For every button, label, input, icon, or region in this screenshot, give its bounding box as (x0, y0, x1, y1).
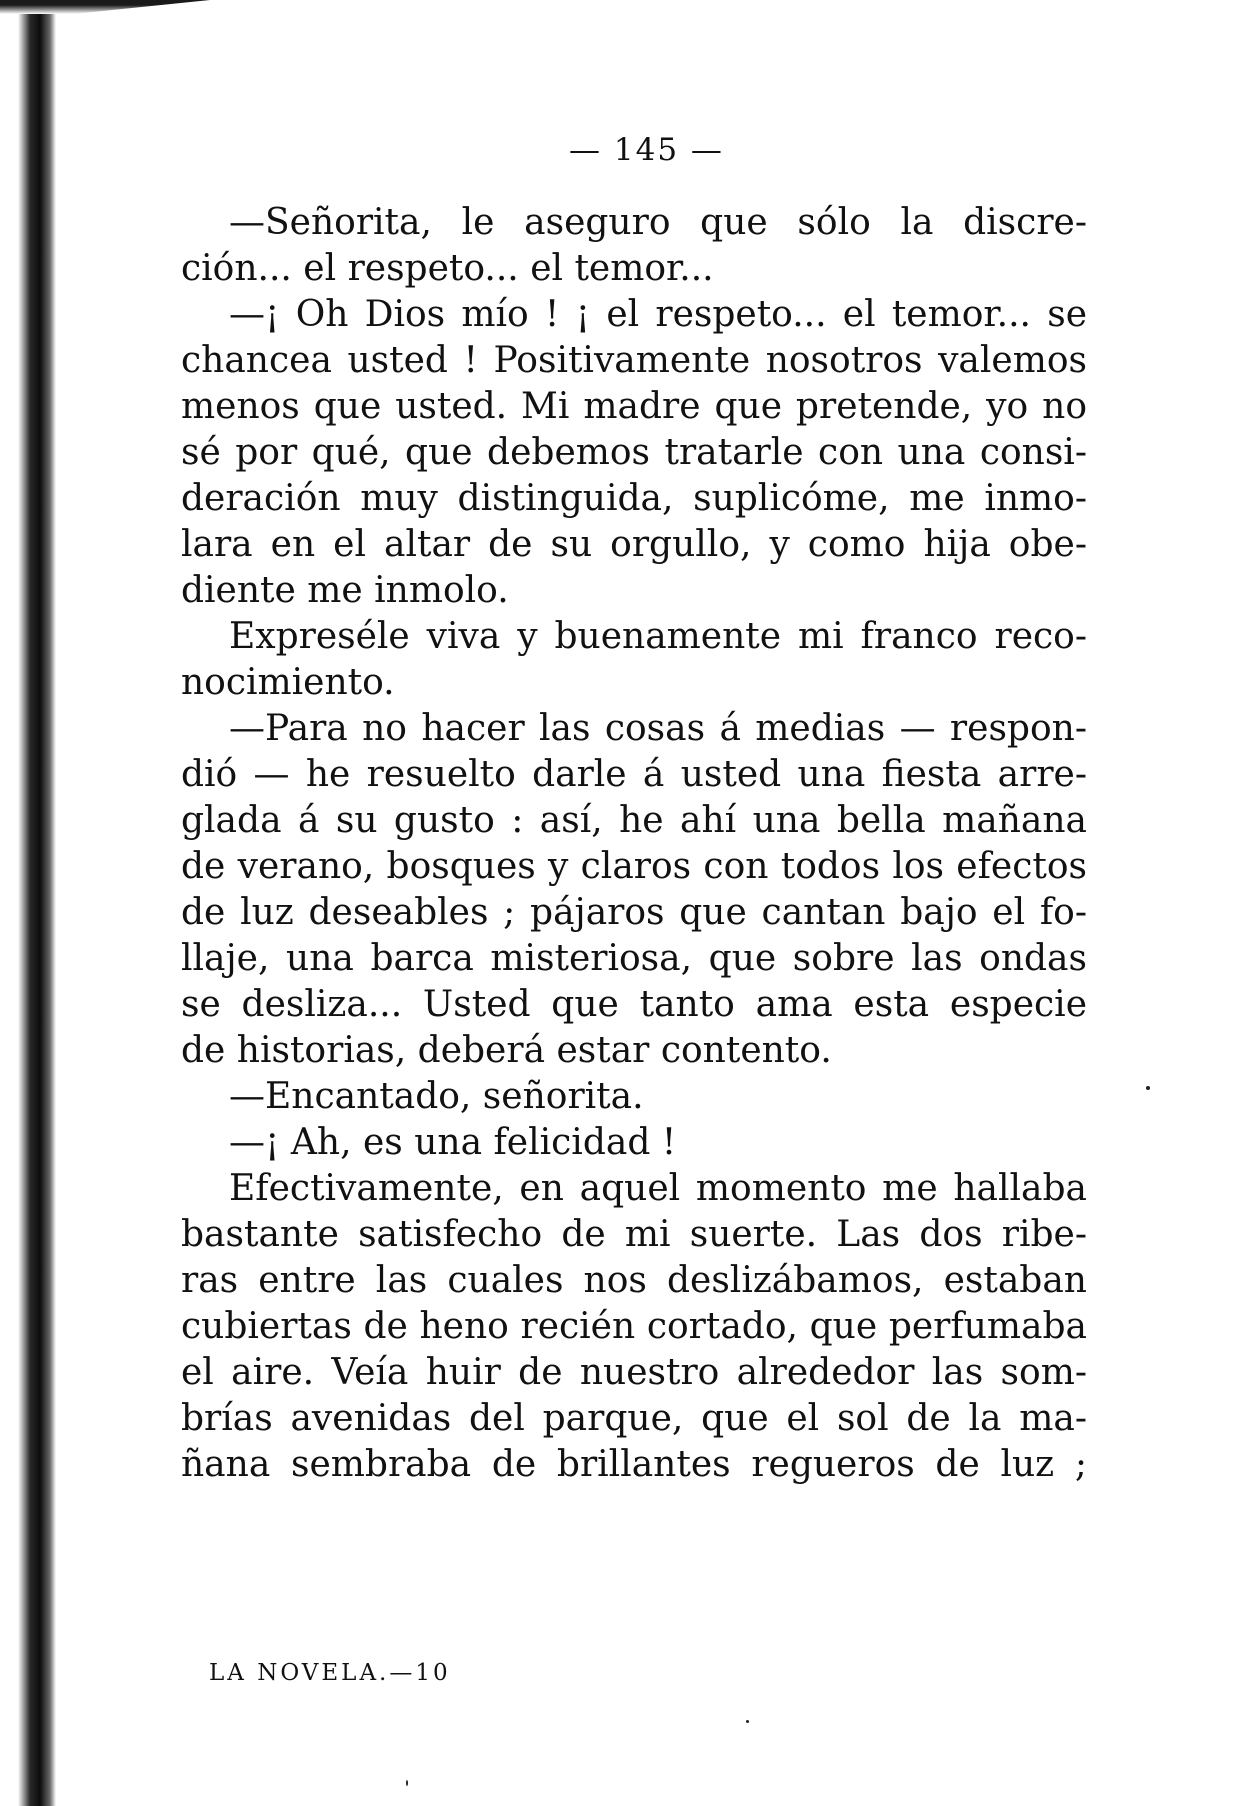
text-line: deración muy distinguida, suplicóme, me inmo- (181, 478, 1087, 519)
text-line: de verano, bosques y claros con todos los efectos (181, 846, 1087, 887)
text-line: —Para no hacer las cosas á medias — respon- (229, 708, 1087, 749)
text-line: Expreséle viva y buenamente mi franco reco- (229, 616, 1087, 657)
text-line: —Encantado, señorita. (229, 1076, 644, 1117)
print-speck (746, 1720, 749, 1723)
text-line: bastante satisfecho de mi suerte. Las dos ribe- (181, 1214, 1087, 1255)
text-line: se desliza... Usted que tanto ama esta especie (181, 984, 1087, 1025)
print-speck (1146, 1086, 1150, 1090)
text-line: —¡ Oh Dios mío ! ¡ el respeto... el temor... se (229, 294, 1087, 335)
text-line: sé por qué, que debemos tratarle con una consi- (181, 432, 1087, 473)
text-line: —Señorita, le aseguro que sólo la discre- (229, 202, 1087, 243)
text-line: glada á su gusto : así, he ahí una bella mañana (181, 800, 1087, 841)
text-line: llaje, una barca misteriosa, que sobre las ondas (181, 938, 1087, 979)
text-line: chancea usted ! Positivamente nosotros valemos (181, 340, 1087, 381)
text-line: menos que usted. Mi madre que pretende, yo no (181, 386, 1087, 427)
text-line: ción... el respeto... el temor... (181, 248, 714, 289)
text-line: dió — he resuelto darle á usted una fiesta arre- (181, 754, 1087, 795)
print-speck (406, 1780, 408, 1786)
body-text (181, 200, 1087, 1488)
text-line: de luz deseables ; pájaros que cantan bajo el fo- (181, 892, 1087, 933)
text-line: ñana sembraba de brillantes regueros de luz ; (181, 1444, 1087, 1485)
text-line: nocimiento. (181, 662, 395, 703)
text-line: el aire. Veía huir de nuestro alrededor las som- (181, 1352, 1087, 1393)
text-line: —¡ Ah, es una felicidad ! (229, 1122, 677, 1163)
page-number: — 145 — (569, 132, 724, 168)
text-line: lara en el altar de su orgullo, y como hija obe- (181, 524, 1087, 565)
text-line: cubiertas de heno recién cortado, que perfumaba (181, 1306, 1087, 1347)
signature-mark: LA NOVELA.—10 (209, 1660, 451, 1686)
text-line: ras entre las cuales nos deslizábamos, estaban (181, 1260, 1087, 1301)
text-line: diente me inmolo. (181, 570, 509, 611)
text-line: Efectivamente, en aquel momento me hallaba (229, 1168, 1087, 1209)
binding-top-shadow (0, 0, 210, 14)
text-line: de historias, deberá estar contento. (181, 1030, 832, 1071)
book-binding-edge (0, 0, 56, 1806)
text-line: brías avenidas del parque, que el sol de la ma- (181, 1398, 1087, 1439)
